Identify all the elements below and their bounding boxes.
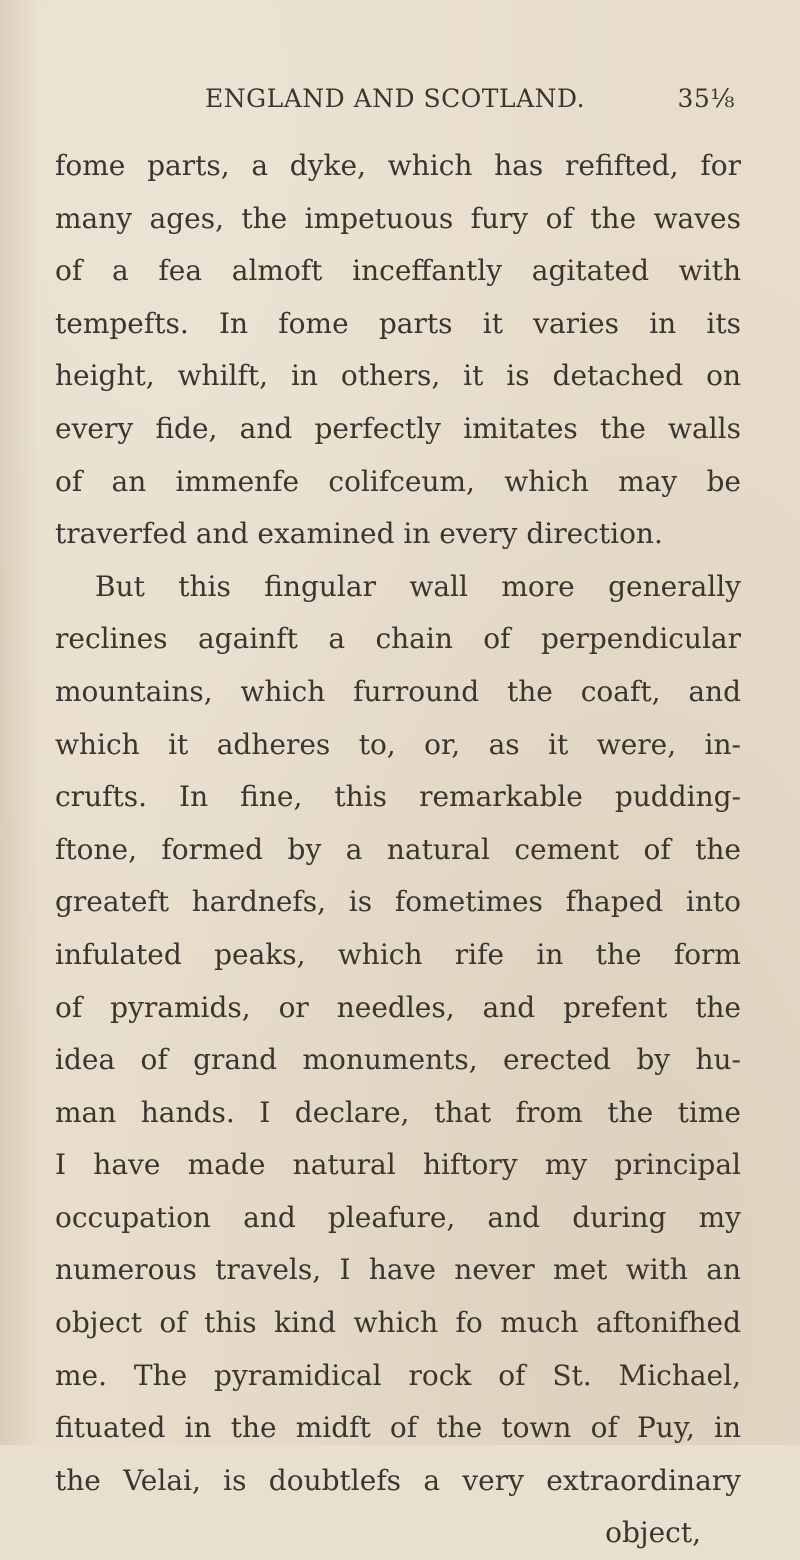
text-line: idea of grand monuments, erected by hu- <box>55 1043 741 1077</box>
text-line: which it adheres to, or, as it were, in- <box>55 727 741 761</box>
text-line: tempefts. In fome parts it varies in its <box>55 306 741 340</box>
text-line: fome parts, a dyke, which has refifted, for <box>55 149 741 182</box>
text-line: the Velai, is doubtlefs a very extraordinary <box>55 1463 741 1497</box>
page-number: 35⅛ <box>677 84 735 113</box>
text-line: greateft hardnefs, is fometimes fhaped into <box>55 885 741 919</box>
text-line: traverfed and examined in every direction. <box>55 517 663 551</box>
text-line: every fide, and perfectly imitates the walls <box>55 411 741 445</box>
text-line: numerous travels, I have never met with an <box>55 1253 741 1287</box>
body-text <box>55 140 741 1560</box>
text-line: I have made natural hiftory my principal <box>55 1148 741 1182</box>
text-line: fituated in the midft of the town of Puy, in <box>55 1411 741 1445</box>
text-line: crufts. In fine, this remarkable pudding- <box>55 780 741 814</box>
text-line: many ages, the impetuous fury of the waves <box>55 201 741 235</box>
page-edge-shadow <box>0 0 40 1445</box>
text-line: mountains, which furround the coaft, and <box>55 674 741 708</box>
text-line: object of this kind which fo much aftonifhed <box>55 1306 741 1340</box>
catchword: object, <box>605 1516 701 1550</box>
text-line: infulated peaks, which rife in the form <box>55 937 741 971</box>
paragraph-start-line: But this fingular wall more generally <box>95 569 741 603</box>
running-head-title: ENGLAND AND SCOTLAND. <box>205 84 586 113</box>
text-line: reclines againft a chain of perpendicular <box>55 622 741 656</box>
text-line: height, whilft, in others, it is detached on <box>55 359 741 393</box>
text-line: occupation and pleafure, and during my <box>55 1200 741 1234</box>
text-line: of a fea almoft inceffantly agitated with <box>55 254 741 288</box>
text-line: of an immenfe colifceum, which may be <box>55 464 741 498</box>
text-line: of pyramids, or needles, and prefent the <box>55 990 741 1024</box>
text-line: ftone, formed by a natural cement of the <box>55 832 741 866</box>
running-head <box>205 84 735 124</box>
text-line: man hands. I declare, that from the time <box>55 1095 741 1129</box>
text-line: me. The pyramidical rock of St. Michael, <box>55 1358 741 1392</box>
